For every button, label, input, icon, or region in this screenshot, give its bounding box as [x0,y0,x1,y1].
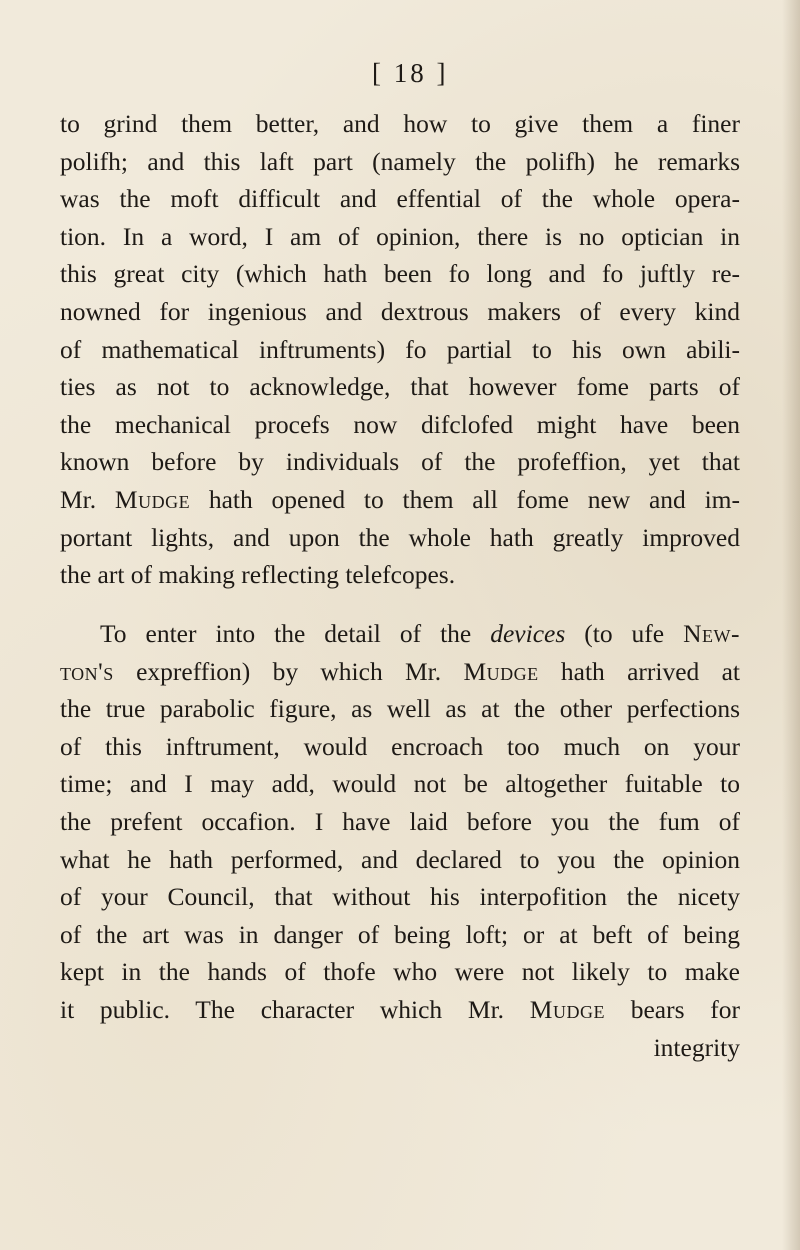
text-run: hath arrived at [538,656,740,686]
text-line: what he hath performed, and declared to you the opinion [60,844,740,874]
text-run: it public. The character which Mr. [60,994,530,1024]
text-run: (to ufe [565,619,684,648]
text-line: of this inftrument, would encroach too much on your [60,731,740,761]
text-run: bears for [604,994,740,1024]
text-run: Mr. [60,484,115,514]
text-line: polifh; and this laft part (namely the polifh) he remarks [60,146,740,176]
text-line: tion. In a word, I am of opinion, there is no optician in [60,221,740,251]
text-line: the true parabolic figure, as well as at the other perfections [60,694,740,724]
text-line: to grind them better, and how to give them a finer [60,109,740,138]
text-line: of mathematical inftruments) fo partial to his own abili- [60,334,740,364]
paragraph-2 [60,615,740,1066]
text-line [60,653,740,691]
text-line: of the art was in danger of being loft; or at beft of being [60,919,740,949]
text-line [60,615,740,653]
text-line: the art of making reflecting telefcopes. [60,560,456,590]
text-line: portant lights, and upon the whole hath greatly improved [60,522,740,552]
italic-word: devices [490,619,566,648]
small-caps-name: Mudge [463,656,539,686]
text-line: of your Council, that without his interpofition the nicety [60,882,740,912]
text-line [60,481,740,519]
text-line: was the moft difficult and effential of the whole opera- [60,184,740,214]
text-line: the prefent occafion. I have laid before you the fum of [60,806,740,836]
small-caps-name: Mudge [529,994,605,1024]
text-line: this great city (which hath been fo long and fo juftly re- [60,259,740,289]
small-caps-name: ton's [60,656,114,686]
text-line: kept in the hands of thofe who were not likely to make [60,957,740,987]
page-number: [ 18 ] [372,58,449,88]
text-run: To enter into the detail of the [100,619,491,648]
text-line: time; and I may add, would not be altogether fuitable to [60,769,740,799]
text-line: the mechanical procefs now difclofed might have been [60,409,740,439]
text-run: hath opened to them all fome new and im- [190,484,740,514]
text-line [60,991,740,1029]
small-caps-name: Mudge [114,484,191,514]
text-line: nowned for ingenious and dextrous makers of every kind [60,296,740,326]
catchword: integrity [653,1032,740,1062]
text-line: known before by individuals of the profeffion, yet that [60,447,740,477]
page-edge-shadow [782,0,800,1250]
small-caps-name: New- [683,619,740,648]
text-run: expreffion) by which Mr. [113,656,464,686]
text-line: ties as not to acknowledge, that however fome parts of [60,372,740,402]
paragraph-1 [60,105,740,594]
